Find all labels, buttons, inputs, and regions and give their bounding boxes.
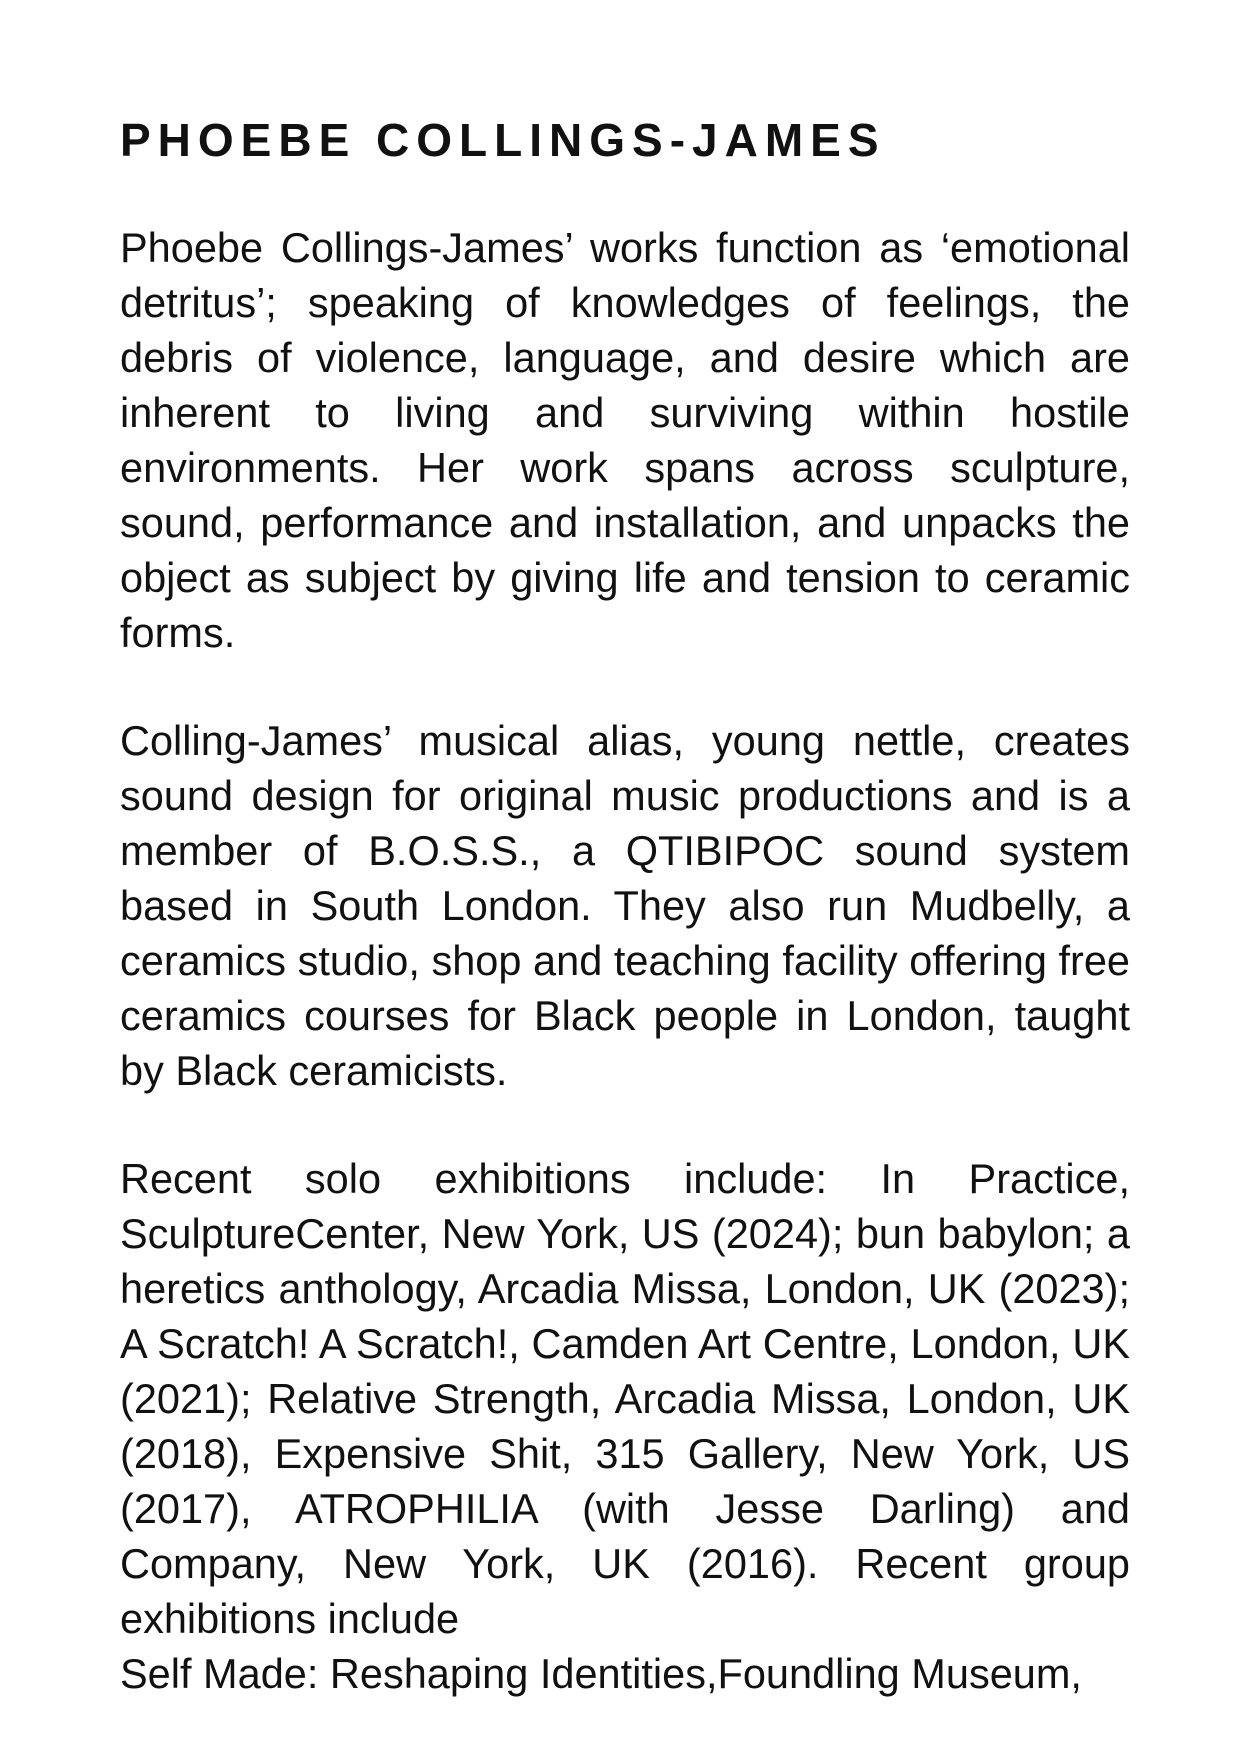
exhibitions-text-continued: Self Made: Reshaping Identities,Foundling Museum, bbox=[120, 1650, 1082, 1697]
bio-paragraph-practice: Phoebe Collings-James’ works function as ‘emotional detritus’; speaking of knowledges of feelings, the debris of violence, language, and desire which are inherent to living and surviving within hostile environments. Her work spans across sculpture, sound, performance and installation, and unpacks the object as subject by giving life and tension to ceramic forms. bbox=[120, 224, 1130, 656]
document-page bbox=[120, 100, 1130, 1701]
bio-paragraph-music: Colling-James’ musical alias, young nettle, creates sound design for original music productions and is a member of B.O.S.S., a QTIBIPOC sound system based in South London. They also run Mudbelly, a ceramics studio, shop and teaching facility offering free ceramics courses for Black people in London, taught by Black ceramicists. bbox=[120, 717, 1130, 1094]
bio-paragraph-exhibitions bbox=[120, 1151, 1130, 1701]
artist-name-heading: PHOEBE COLLINGS-JAMES bbox=[120, 114, 886, 166]
exhibitions-text: Recent solo exhibitions include: In Practice, SculptureCenter, New York, US (2024); bun babylon; a heretics anthology, Arcadia Missa, London, UK (2023); A Scratch! A Scratch!, Camden Art Centre, London, UK (2021); Relative Strength, Arcadia Missa, London, UK (2018), Expensive Shit, 315 Gallery, New York, US (2017), ATROPHILIA (with Jesse Darling) and Company, New York, UK (2016). Recent group exhibitions include bbox=[120, 1155, 1130, 1642]
